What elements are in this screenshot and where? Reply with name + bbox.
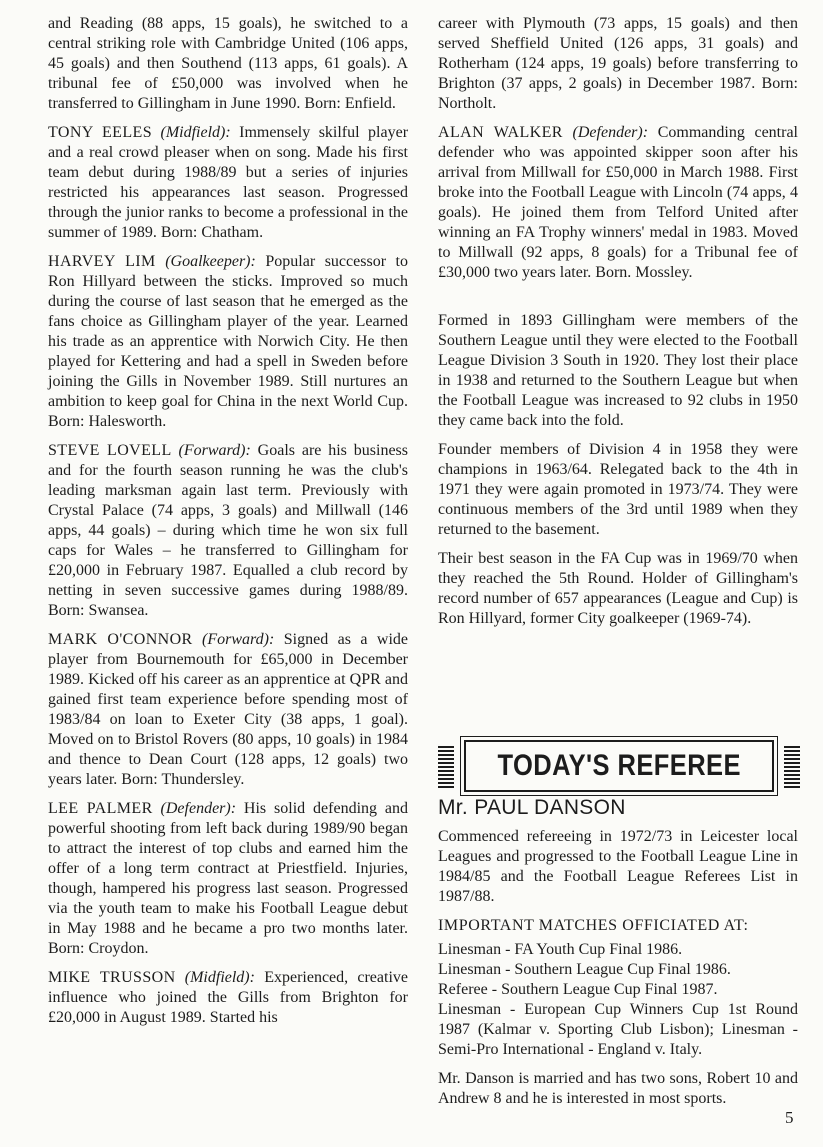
player-name: TONY EELES xyxy=(48,124,153,141)
player-name: LEE PALMER xyxy=(48,800,153,817)
referee-personal: Mr. Danson is married and has two sons, Robert 10 and Andrew 8 and he is interested in most sports. xyxy=(438,1070,798,1107)
match-item: Linesman - FA Youth Cup Final 1986. xyxy=(438,941,683,958)
player-bio: Popular successor to Ron Hillyard between the sticks. Improved so much during the course of last season that he emerged as the fans choice as Gillingham player of the year. Learned his trade as an apprentice with Norwich City. He then played for Kettering and had a spell in Sweden before joining the Gills in November 1989. Still nurtures an ambition to keep goal for China in the next World Cup. Born: Halesworth. xyxy=(48,253,409,430)
matches-list xyxy=(438,940,798,1060)
player-bio: Experienced, creative influence who joined the Gills from Brighton for £20,000 in August 1989. Started his xyxy=(48,969,408,1026)
player-bio: His solid defending and powerful shooting from left back during 1989/90 began to attract the interest of top clubs and earned him the offer of a long term contract at Priestfield. Injuries, though, hampered his progress last season. Progressed via the youth team to make his Football League debut in May 1988 and he became a pro two months later. Born: Croydon. xyxy=(48,800,409,957)
referee-banner xyxy=(438,740,800,792)
player-position: (Forward): xyxy=(202,631,275,648)
profile-steve-lovell xyxy=(48,441,408,621)
banner-frame xyxy=(464,740,774,792)
club-history-paragraph: Founder members of Division 4 in 1958 they were champions in 1963/64. Relegated back to the 4th in 1971 they were again promoted in 1973/74. They were continuous members of the 3rd until 1989 when they returned to the basement. xyxy=(438,441,798,538)
player-bio: Signed as a wide player from Bournemouth for £65,000 in December 1989. Kicked off his career as an apprentice at QPR and gained first team experience before spending most of 1983/84 on loan to Exeter City (38 apps, 1 goal). Moved on to Bristol Rovers (80 apps, 10 goals) in 1984 and thence to Dean Court (128 apps, 12 goals) two years later. Born: Thundersley. xyxy=(48,631,408,788)
referee-section xyxy=(438,798,798,1118)
player-name: MIKE TRUSSON xyxy=(48,969,176,986)
club-history-paragraph: Formed in 1893 Gillingham were members of the Southern League until they were elected to the Football League Division 3 South in 1920. They lost their place in 1938 and returned to the Southern League but when the Football League was increased to 92 clubs in 1950 they came back into the fold. xyxy=(438,312,798,429)
player-name: MARK O'CONNOR xyxy=(48,631,193,648)
referee-intro: Commenced refereeing in 1972/73 in Leicester local Leagues and progressed to the Football League Line in 1984/85 and the Football League Referees List in 1987/88. xyxy=(438,828,798,905)
profile-lee-palmer xyxy=(48,799,408,959)
player-position: (Forward): xyxy=(178,442,251,459)
player-bio: Immensely skilful player and a real crowd pleaser when on song. Made his first team debut during 1988/89 but a series of injuries restricted his appearances last season. Progressed through the junior ranks to become a professional in the summer of 1989. Born: Chatham. xyxy=(48,124,409,241)
hatch-ornament xyxy=(784,744,800,788)
matches-heading: IMPORTANT MATCHES OFFICIATED AT: xyxy=(438,917,749,934)
player-position: (Defender): xyxy=(160,800,237,817)
player-name: ALAN WALKER xyxy=(438,124,563,141)
player-name: HARVEY LIM xyxy=(48,253,156,270)
match-item: Linesman - Southern League Cup Final 1986. xyxy=(438,961,731,978)
player-bio: Goals are his business and for the fourth season running he was the club's leading marksman again last term. Previously with Crystal Palace (74 apps, 3 goals) and Millwall (146 apps, 44 goals) – during which time he won six full caps for Wales – he transferred to Gillingham for £20,000 in February 1987. Equalled a club record by netting in seven successive games during 1988/89. Born: Swansea. xyxy=(48,442,408,619)
profile-mark-oconnor xyxy=(48,630,408,790)
player-position: (Midfield): xyxy=(184,969,255,986)
profile-continued: and Reading (88 apps, 15 goals), he switched to a central striking role with Cambridge United (106 apps, 45 goals) and then Southend (113 apps, 61 goals). A tribunal fee of £50,000 was involved when he transferred to Gillingham in June 1990. Born: Enfield. xyxy=(48,15,408,112)
player-position: (Midfield): xyxy=(160,124,231,141)
club-history-paragraph: Their best season in the FA Cup was in 1969/70 when they reached the 5th Round. Holder of Gillingham's record number of 657 appearances (League and Cup) is Ron Hillyard, former City goalkeeper (1969-74). xyxy=(438,550,798,627)
profile-mike-trusson xyxy=(48,968,408,1028)
page-number: 5 xyxy=(785,1108,794,1127)
hatch-ornament xyxy=(438,744,454,788)
profile-alan-walker xyxy=(438,123,798,283)
right-column xyxy=(438,14,798,638)
referee-name: Mr. PAUL DANSON xyxy=(438,796,626,819)
match-item: Referee - Southern League Cup Final 1987. xyxy=(438,981,718,998)
left-column xyxy=(48,14,408,1037)
profile-tony-eeles xyxy=(48,123,408,243)
profile-harvey-lim xyxy=(48,252,408,432)
player-position: (Defender): xyxy=(572,124,649,141)
profile-continued: career with Plymouth (73 apps, 15 goals) and then served Sheffield United (126 apps, 31 goals) and Rotherham (124 apps, 19 goals) before transferring to Brighton (37 apps, 2 goals) in December 1987. Born: Northolt. xyxy=(438,15,798,112)
player-position: (Goalkeeper): xyxy=(165,253,256,270)
section-title: TODAY'S REFEREE xyxy=(497,749,741,782)
player-name: STEVE LOVELL xyxy=(48,442,172,459)
player-bio: Commanding central defender who was appointed skipper soon after his arrival from Millwall for £50,000 in March 1988. First broke into the Football League with Lincoln (74 apps, 4 goals). He joined them from Telford United after winning an FA Trophy winners' medal in 1983. Moved to Millwall (92 apps, 8 goals) for a Tribunal fee of £30,000 two years later. Born. Mossley. xyxy=(438,124,798,281)
match-item: Linesman - European Cup Winners Cup 1st Round 1987 (Kalmar v. Sporting Club Lisbon); Linesman - Semi-Pro International - England v. Italy. xyxy=(438,1001,798,1058)
